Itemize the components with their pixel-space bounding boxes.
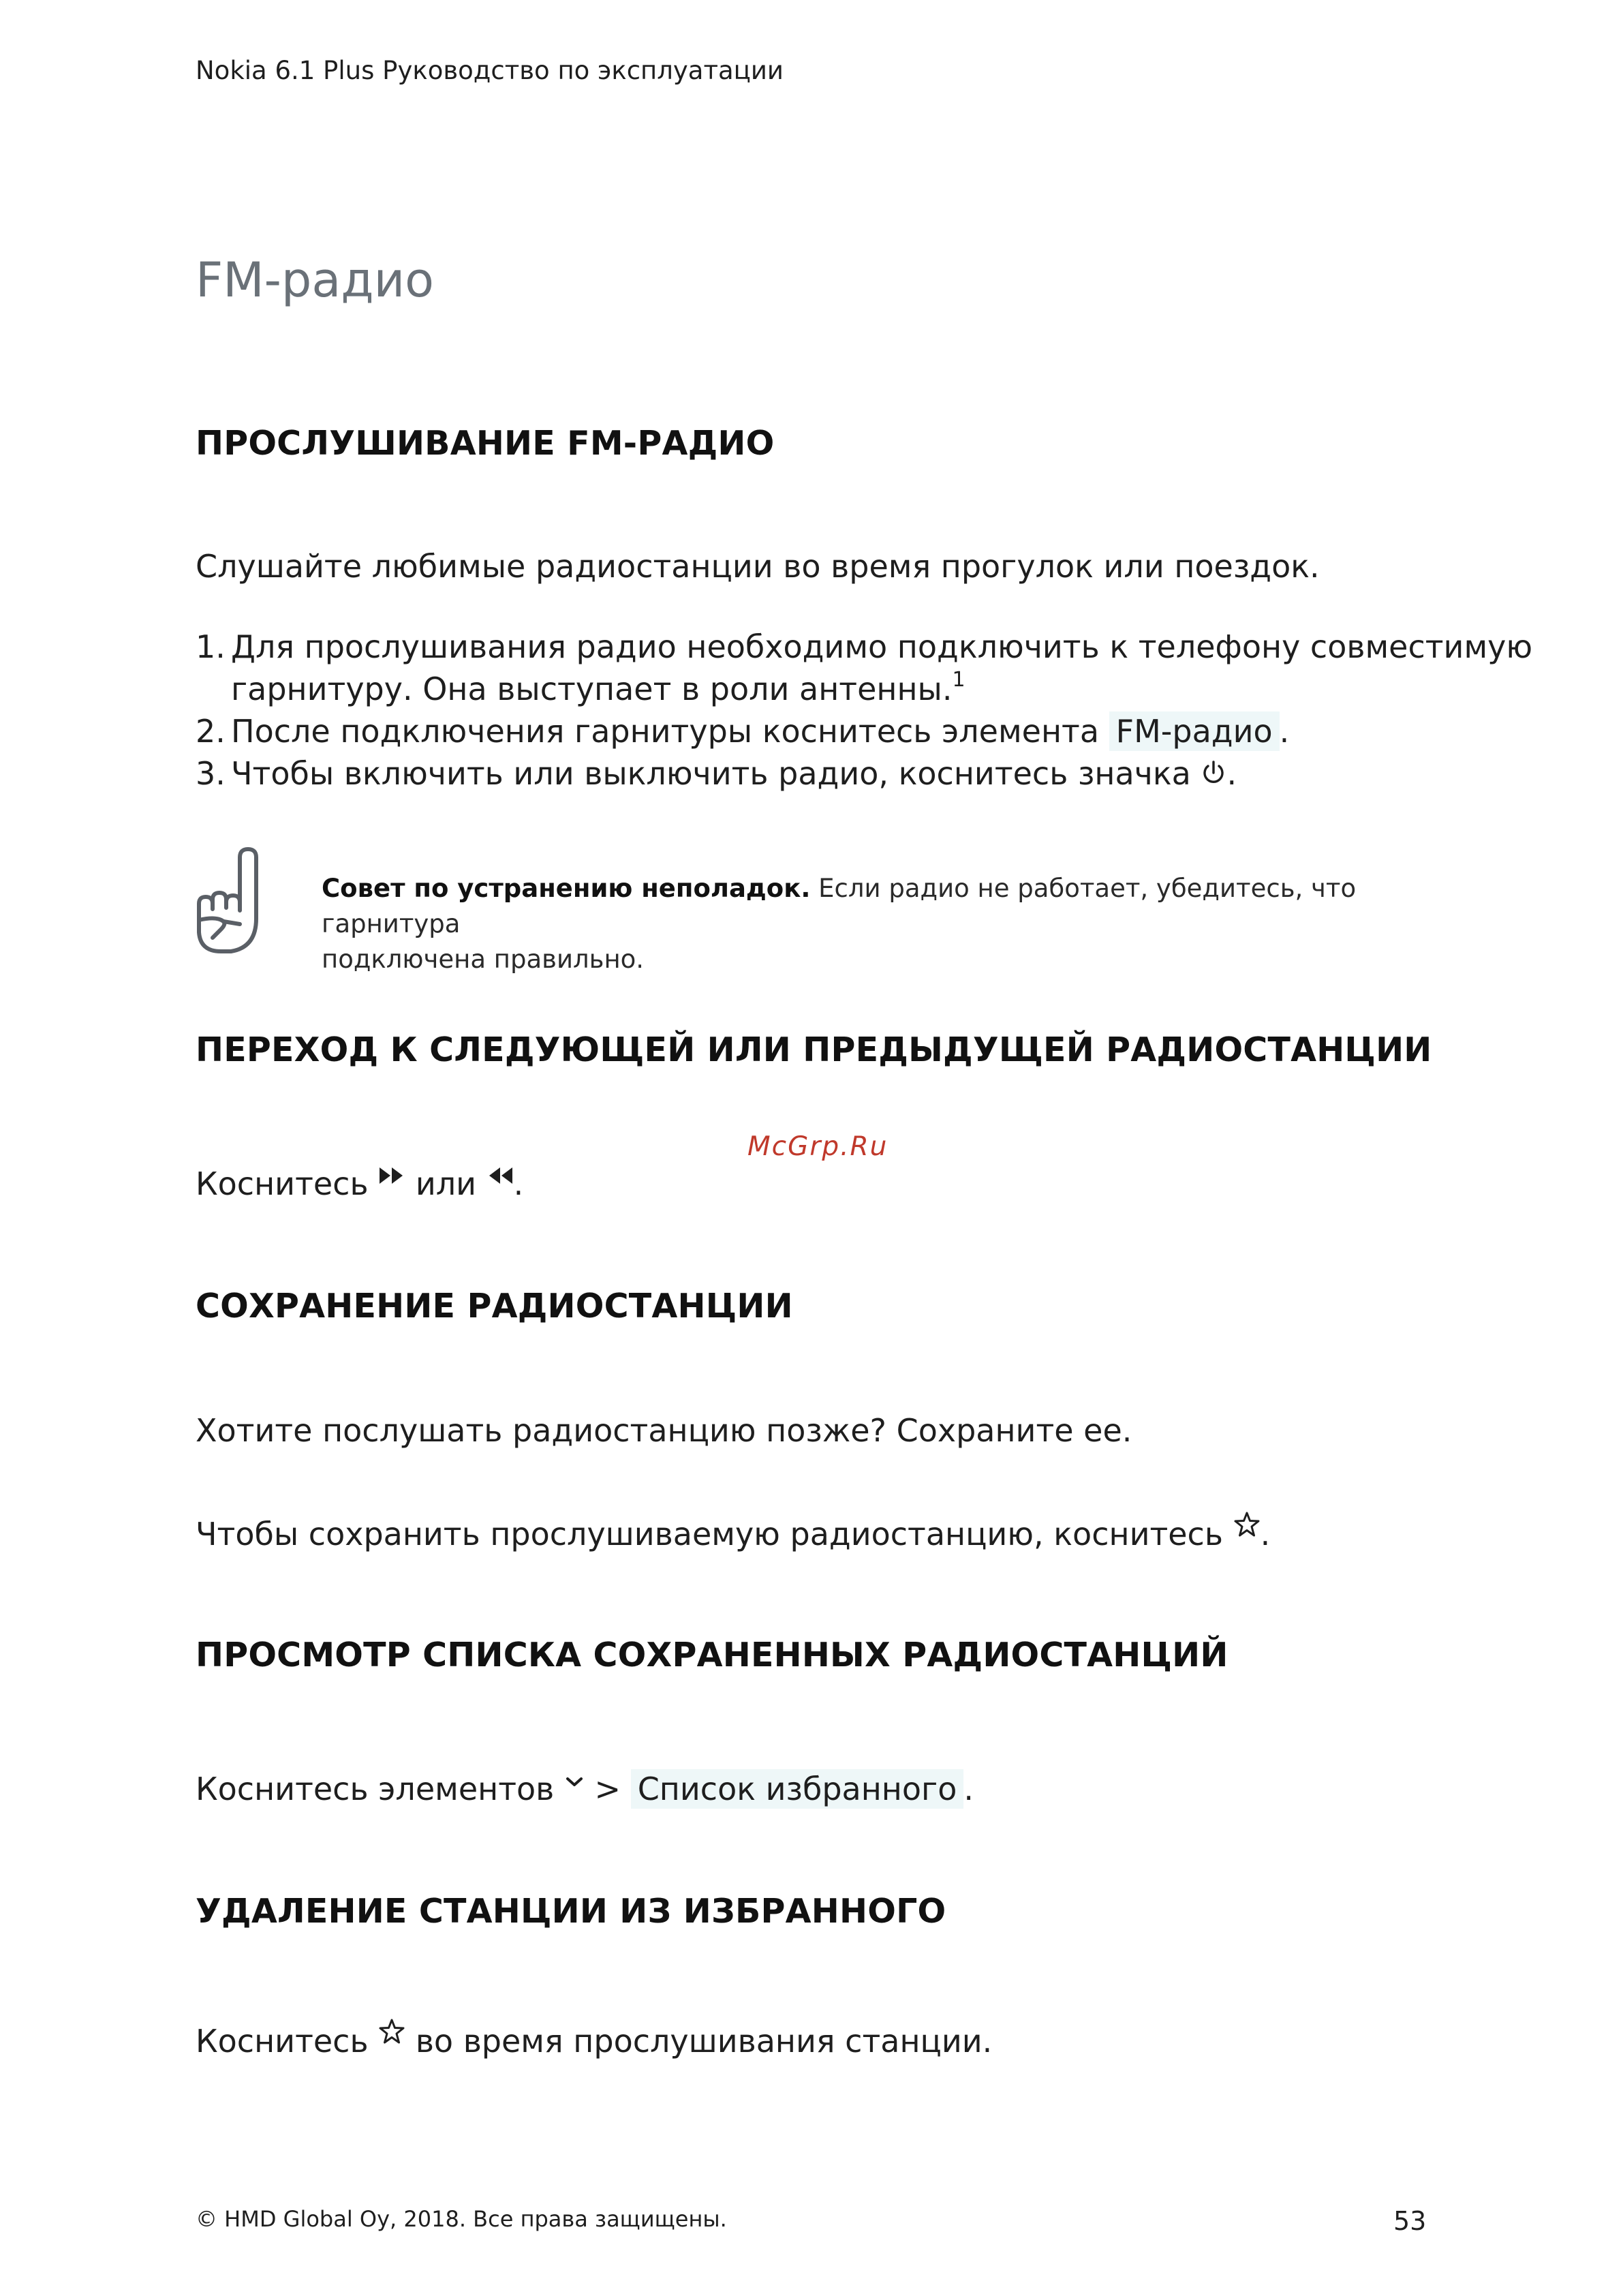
switch-text-before: Коснитесь <box>196 1165 369 1202</box>
save-text-main: Чтобы сохранить прослушиваемую радиостанцию, коснитесь <box>196 1516 1223 1552</box>
tip-title: Совет по устранению неполадок. <box>322 874 811 903</box>
list-text <box>196 1757 974 1810</box>
footer-copyright: © HMD Global Oy, 2018. Все права защищены. <box>196 2206 727 2232</box>
favorites-list-chip: Список избранного <box>631 1769 964 1809</box>
chapter-title: FM-радио <box>196 252 434 308</box>
tip-text <box>322 871 1480 977</box>
switch-text-end: . <box>513 1165 524 1202</box>
step-1 <box>196 626 1532 710</box>
step-2-end: . <box>1279 713 1290 750</box>
power-icon <box>1201 755 1226 797</box>
steps-list <box>196 626 1532 797</box>
remove-text-before: Коснитесь <box>196 2023 369 2060</box>
list-separator: > <box>594 1771 621 1807</box>
save-text <box>196 1506 1270 1555</box>
footnote-marker: 1 <box>952 668 965 692</box>
document-header: Nokia 6.1 Plus Руководство по эксплуатации <box>196 56 784 85</box>
remove-text <box>196 2013 992 2062</box>
step-3-end: . <box>1226 755 1237 792</box>
step-number: 1. <box>196 628 226 665</box>
star-icon <box>1233 1506 1261 1548</box>
page-number: 53 <box>1393 2206 1427 2236</box>
section-heading-switch: ПЕРЕХОД К СЛЕДУЮЩЕЙ ИЛИ ПРЕДЫДУЩЕЙ РАДИОСТАНЦИИ <box>196 1030 1432 1069</box>
list-text-end: . <box>963 1771 974 1807</box>
step-3-text: Чтобы включить или выключить радио, коснитесь значка <box>231 755 1191 792</box>
fast-forward-icon <box>378 1153 405 1195</box>
step-2-text: После подключения гарнитуры коснитесь элемента <box>231 713 1100 750</box>
remove-text-after: во время прослушивания станции. <box>415 2023 993 2060</box>
save-text-end: . <box>1260 1516 1271 1552</box>
step-number: 2. <box>196 713 226 750</box>
step-3 <box>196 752 1532 797</box>
section-heading-list: ПРОСМОТР СПИСКА СОХРАНЕННЫХ РАДИОСТАНЦИЙ <box>196 1636 1228 1674</box>
listen-intro: Слушайте любимые радиостанции во время прогулок или поездок. <box>196 548 1320 585</box>
save-intro: Хотите послушать радиостанцию позже? Сохраните ее. <box>196 1412 1132 1449</box>
tip-line2: подключена правильно. <box>322 945 645 974</box>
section-heading-remove: УДАЛЕНИЕ СТАНЦИИ ИЗ ИЗБРАННОГО <box>196 1892 946 1931</box>
star-icon <box>378 2013 405 2055</box>
tip-line1: Если радио не работает, убедитесь, что гарнитура <box>322 874 1357 938</box>
step-1-line2: гарнитуру. Она выступает в роли антенны. <box>231 671 953 707</box>
section-heading-save: СОХРАНЕНИЕ РАДИОСТАНЦИИ <box>196 1287 793 1326</box>
switch-text-mid: или <box>415 1165 477 1202</box>
list-text-main: Коснитесь элементов <box>196 1771 555 1807</box>
rewind-icon <box>486 1153 514 1195</box>
fm-radio-chip: FM-радио <box>1109 711 1280 751</box>
step-1-line1: Для прослушивания радио необходимо подключить к телефону совместимую <box>231 628 1533 665</box>
step-2 <box>196 710 1532 752</box>
chevron-down-icon <box>564 1757 585 1799</box>
section-heading-listen: ПРОСЛУШИВАНИЕ FM-РАДИО <box>196 424 775 463</box>
pointing-hand-icon <box>194 845 268 961</box>
watermark: McGrp.Ru <box>747 1131 888 1162</box>
switch-text <box>196 1153 523 1205</box>
step-number: 3. <box>196 755 226 792</box>
